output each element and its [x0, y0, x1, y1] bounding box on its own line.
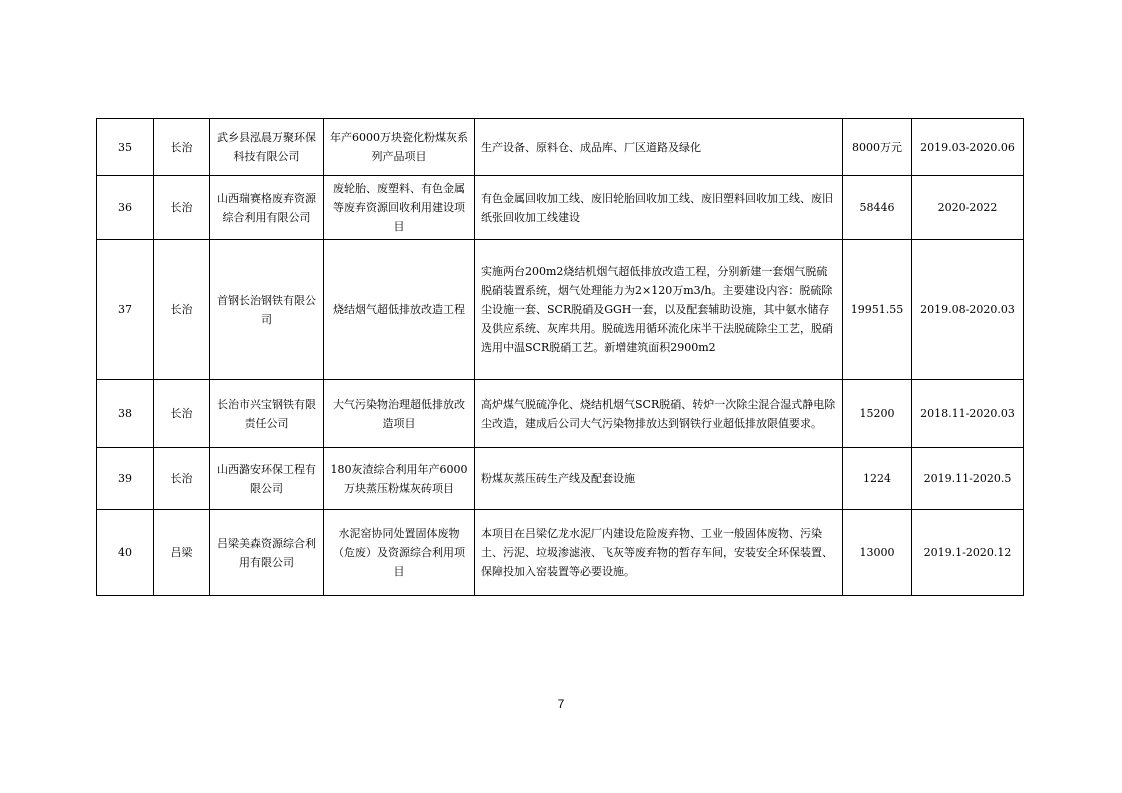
- row-city: 长治: [154, 176, 210, 240]
- row-number: 38: [97, 380, 154, 448]
- row-number: 36: [97, 176, 154, 240]
- row-period: 2019.1-2020.12: [912, 510, 1024, 596]
- row-period: 2019.11-2020.5: [912, 448, 1024, 510]
- row-investment: 15200: [843, 380, 912, 448]
- project-table: [96, 118, 1024, 596]
- row-project-name: 烧结烟气超低排放改造工程: [324, 240, 475, 380]
- row-content: 有色金属回收加工线、废旧轮胎回收加工线、废旧塑料回收加工线、废旧纸张回收加工线建设: [475, 176, 843, 240]
- row-number: 39: [97, 448, 154, 510]
- row-company: 山西潞安环保工程有限公司: [210, 448, 324, 510]
- row-number: 37: [97, 240, 154, 380]
- row-city: 长治: [154, 448, 210, 510]
- table-row: [97, 448, 1024, 510]
- row-project-name: 大气污染物治理超低排放改造项目: [324, 380, 475, 448]
- row-city: 长治: [154, 240, 210, 380]
- row-company: 山西瑞赛格废弃资源综合利用有限公司: [210, 176, 324, 240]
- row-company: 首钢长治钢铁有限公司: [210, 240, 324, 380]
- row-period: 2020-2022: [912, 176, 1024, 240]
- row-city: 长治: [154, 380, 210, 448]
- row-content: 高炉煤气脱硫净化、烧结机烟气SCR脱硝、转炉一次除尘混合湿式静电除尘改造，建成后公司大气污染物排放达到钢铁行业超低排放限值要求。: [475, 380, 843, 448]
- table-row: [97, 240, 1024, 380]
- row-project-name: 废轮胎、废塑料、有色金属等废弃资源回收利用建设项目: [324, 176, 475, 240]
- row-content: 本项目在吕梁亿龙水泥厂内建设危险废弃物、工业一般固体废物、污染土、污泥、垃圾渗滤液、飞灰等废弃物的暂存车间，安装安全环保装置、保障投加入窑装置等必要设施。: [475, 510, 843, 596]
- row-investment: 19951.55: [843, 240, 912, 380]
- row-period: 2019.08-2020.03: [912, 240, 1024, 380]
- row-investment: 58446: [843, 176, 912, 240]
- table-row: [97, 380, 1024, 448]
- row-city: 吕梁: [154, 510, 210, 596]
- row-city: 长治: [154, 119, 210, 176]
- row-investment: 1224: [843, 448, 912, 510]
- row-period: 2019.03-2020.06: [912, 119, 1024, 176]
- row-content: 生产设备、原料仓、成品库、厂区道路及绿化: [475, 119, 843, 176]
- row-number: 35: [97, 119, 154, 176]
- row-company: 武乡县泓晨万聚环保科技有限公司: [210, 119, 324, 176]
- row-project-name: 年产6000万块瓷化粉煤灰系列产品项目: [324, 119, 475, 176]
- row-investment: 8000万元: [843, 119, 912, 176]
- row-period: 2018.11-2020.03: [912, 380, 1024, 448]
- page-number: 7: [557, 697, 565, 711]
- row-project-name: 180灰渣综合利用年产6000万块蒸压粉煤灰砖项目: [324, 448, 475, 510]
- row-content: 实施两台200m2烧结机烟气超低排放改造工程，分别新建一套烟气脱硫脱硝装置系统，烟气处理能力为2×120万m3/h。主要建设内容：脱硫除尘设施一套、SCR脱硝及GGH一套，以及配套辅助设施，其中氨水储存及供应系统、灰库共用。脱硫选用循环流化床半干法脱硫除尘工艺，脱硝选用中温SCR脱硝工艺。新增建筑面积2900m2: [475, 240, 843, 380]
- table-row: [97, 510, 1024, 596]
- row-company: 长治市兴宝钢铁有限责任公司: [210, 380, 324, 448]
- row-content: 粉煤灰蒸压砖生产线及配套设施: [475, 448, 843, 510]
- row-company: 吕梁美森资源综合利用有限公司: [210, 510, 324, 596]
- table-row: [97, 119, 1024, 176]
- row-investment: 13000: [843, 510, 912, 596]
- row-project-name: 水泥窑协同处置固体废物（危废）及资源综合利用项目: [324, 510, 475, 596]
- row-number: 40: [97, 510, 154, 596]
- project-table-container: [96, 118, 1023, 596]
- table-row: [97, 176, 1024, 240]
